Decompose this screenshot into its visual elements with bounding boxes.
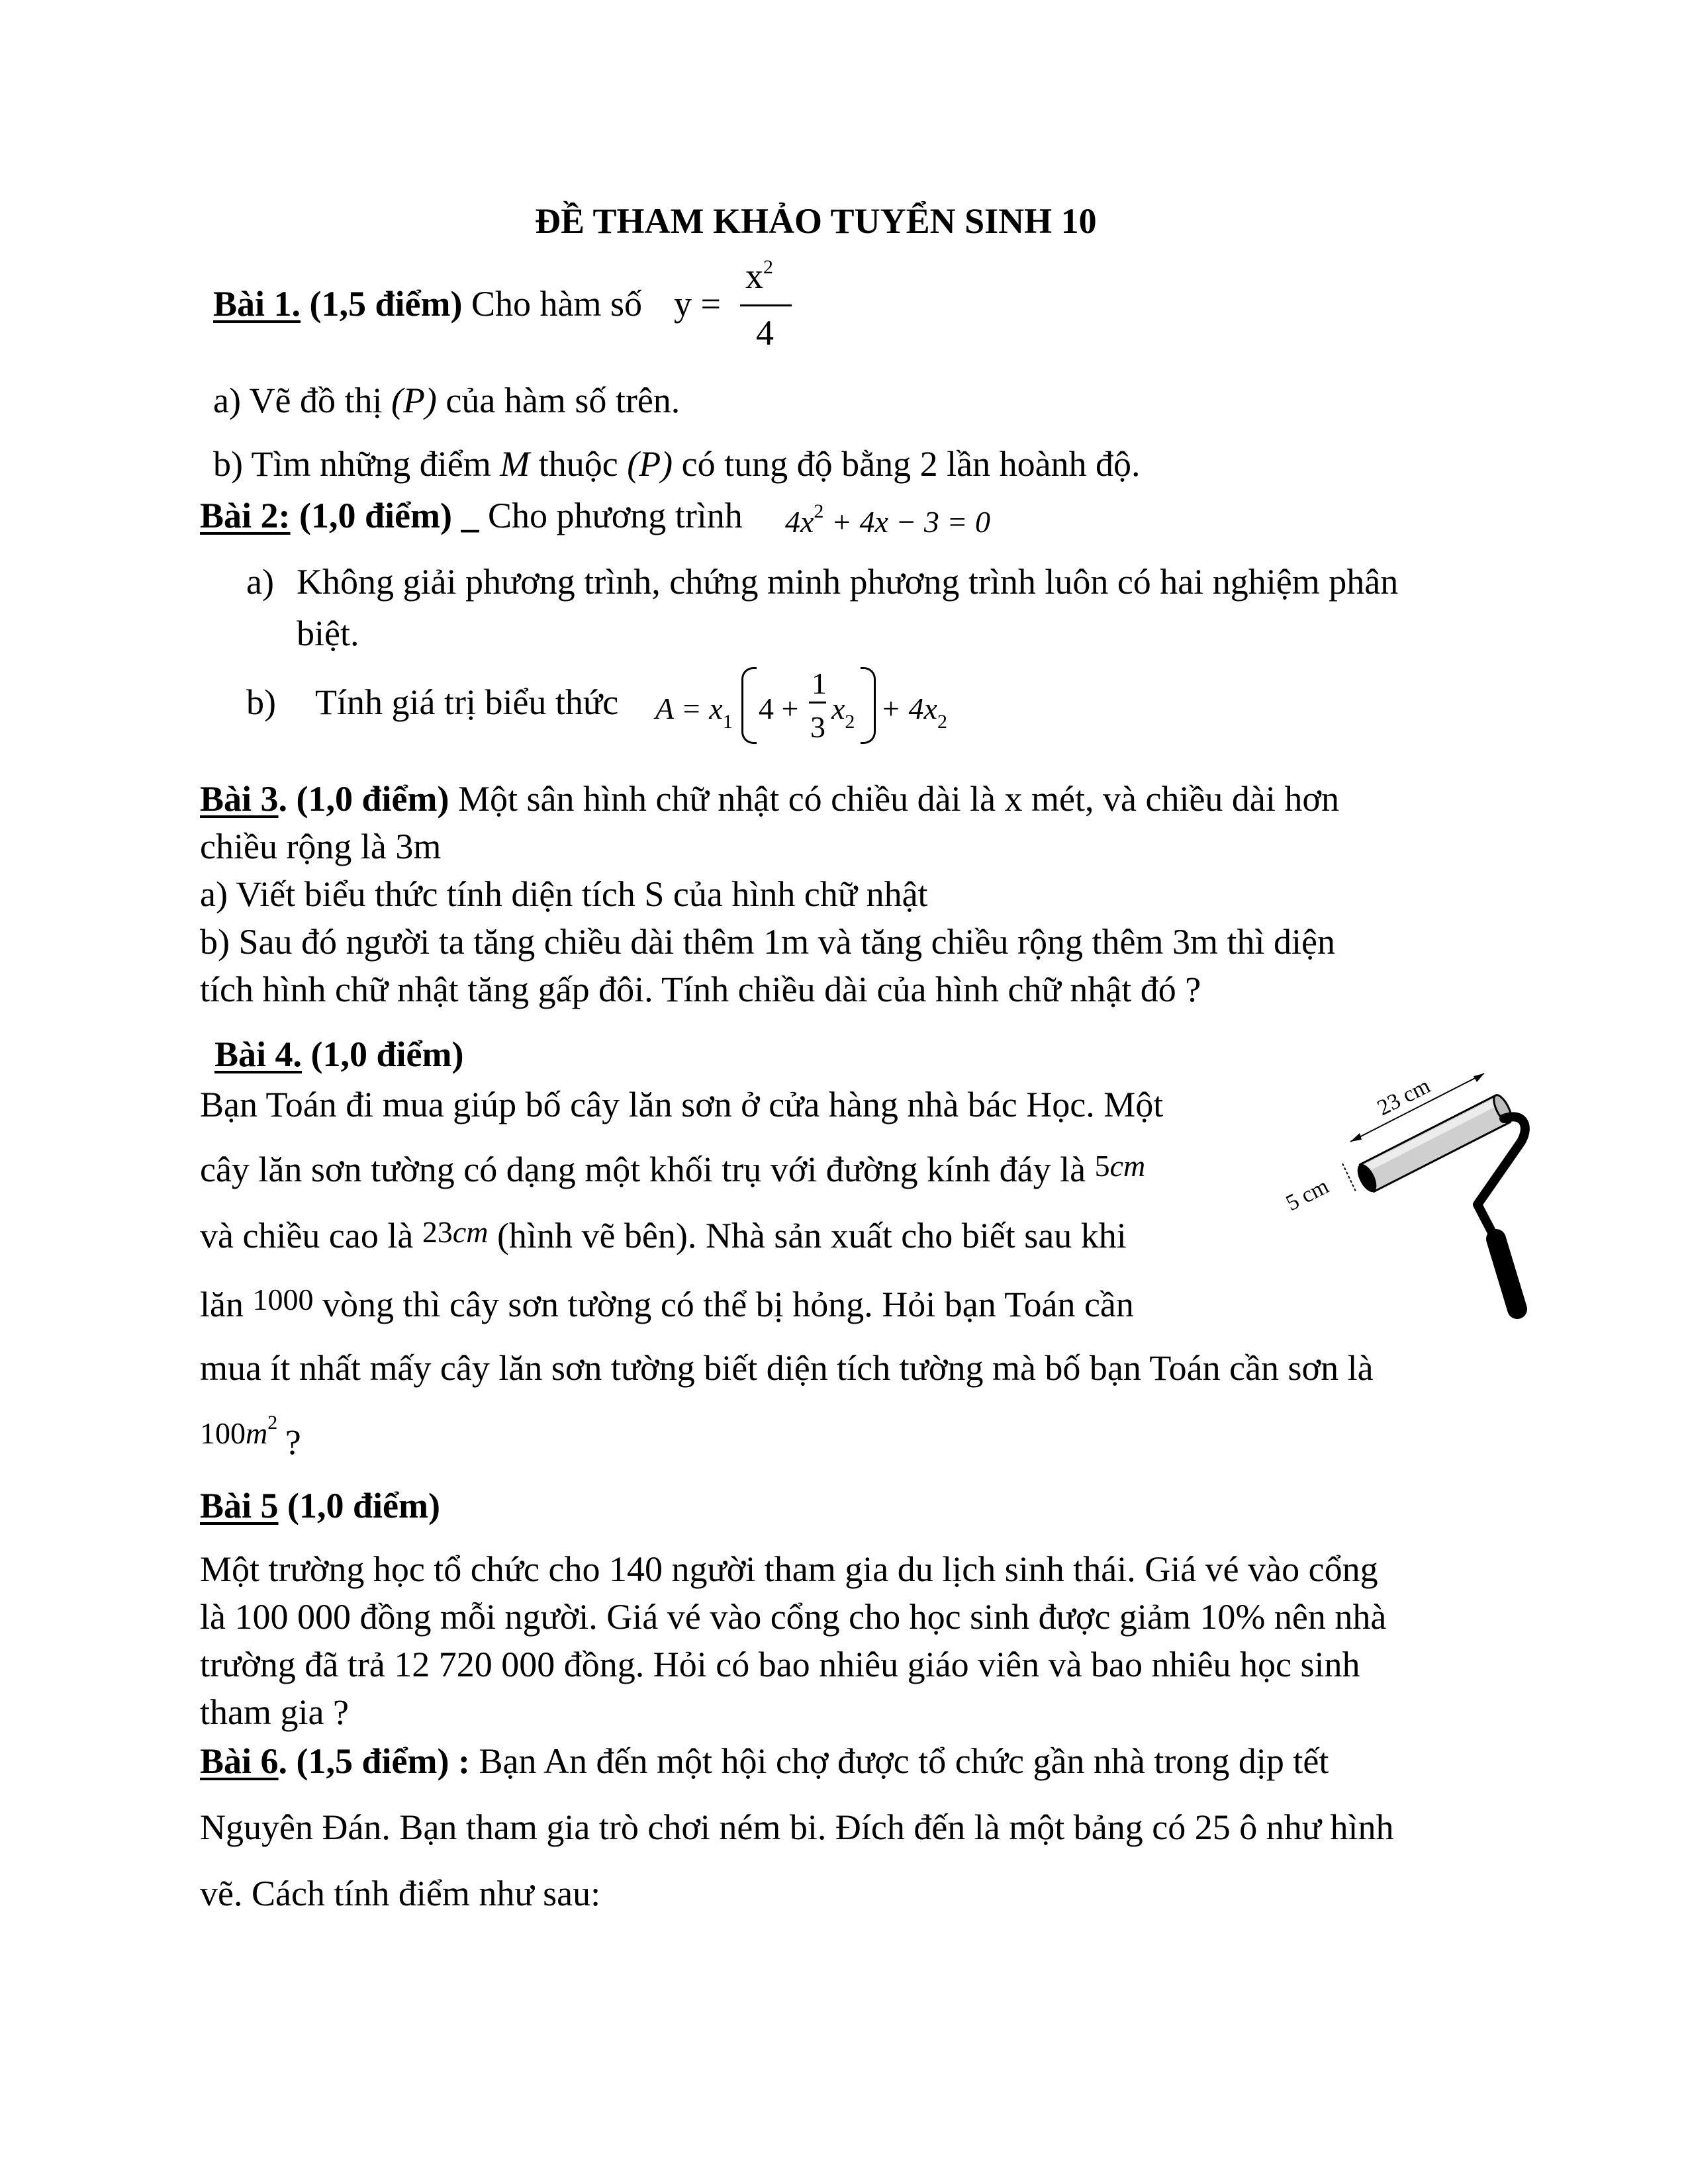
bai2-points: (1,0 điểm) (299, 496, 452, 535)
bai5-points: (1,0 điểm) (287, 1486, 440, 1525)
bai5-line4: tham gia ? (200, 1692, 349, 1732)
bai1-part-a: a) Vẽ đồ thị (P) của hàm số trên. (213, 381, 680, 420)
page-title: ĐỀ THAM KHẢO TUYỂN SINH 10 (535, 201, 1097, 241)
bai2-b-letter: b) (246, 682, 276, 722)
bai2-expr-rparen (861, 667, 876, 744)
length-arrow-start (1350, 1133, 1362, 1142)
bai5-line2: là 100 000 đồng mỗi người. Giá vé vào cổng cho học sinh được giảm 10% nên nhà (200, 1597, 1387, 1637)
bai1-heading (213, 286, 642, 322)
bai4-line5: mua ít nhất mấy cây lăn sơn tường biết diện tích tường mà bố bạn Toán cần sơn là (200, 1348, 1374, 1388)
bai2-label: Bài 2: (200, 496, 291, 535)
bai2-a-letter: a) (246, 562, 274, 602)
bai4-label: Bài 4. (214, 1034, 303, 1074)
bai4-line1: Bạn Toán đi mua giúp bố cây lăn sơn ở cửa hàng nhà bác Học. Một (200, 1085, 1164, 1124)
bai2-expr-frac-bar (809, 702, 826, 704)
bai1-points: (1,5 điểm) (309, 284, 463, 324)
bai1-frac-den: 4 (756, 313, 774, 353)
bai5-heading (200, 1488, 440, 1524)
bai3-line5: tích hình chữ nhật tăng gấp đôi. Tính chiều dài của hình chữ nhật đó ? (200, 970, 1201, 1009)
bai6-points: (1,5 điểm) : (296, 1741, 470, 1781)
bai2-expr-frac-den: 3 (810, 710, 825, 744)
bai3-line3: a) Viết biểu thức tính diện tích S của hình chữ nhật (200, 874, 928, 914)
bai1-intro: Cho hàm số (471, 284, 642, 324)
bai2-expr-tail: + $4x_2$ (880, 692, 947, 733)
bai4-points: (1,0 điểm) (310, 1034, 464, 1074)
bai2-heading: Bài 2: (1,0 điểm) _ Cho phương trình (200, 496, 743, 535)
bai1-part-b: b) Tìm những điểm M thuộc (P) có tung độ bằng 2 lần hoành độ. (213, 444, 1141, 484)
bai3-line4: b) Sau đó người ta tăng chiều dài thêm 1m và tăng chiều rộng thêm 3m thì diện (200, 922, 1335, 962)
bai3-line2: chiều rộng là 3m (200, 827, 442, 866)
bai4-line4: lăn 1000 vòng thì cây sơn tường có thể bị hỏng. Hỏi bạn Toán cần (200, 1283, 1134, 1324)
bai6-line1: Bài 6. (1,5 điểm) : Bạn An đến một hội chợ được tổ chức gần nhà trong dịp tết (200, 1741, 1329, 1781)
bai3-points: (1,0 điểm) (296, 779, 449, 819)
bai2-expr-frac-num: 1 (812, 666, 827, 700)
bai1-label: Bài 1. (213, 284, 301, 324)
length-arrow-end (1474, 1073, 1484, 1082)
bai2-expr-inner: 4 + (759, 692, 799, 725)
bai2-a-line1: Không giải phương trình, chứng minh phương trình luôn có hai nghiệm phân (297, 562, 1399, 602)
bai2-intro: Cho phương trình (487, 496, 743, 535)
bai5-label: Bài 5 (200, 1486, 279, 1525)
bai2-b-text: Tính giá trị biểu thức (315, 682, 619, 722)
bai6-label: Bài 6 (200, 1741, 279, 1781)
bai3-line1: Bài 3. (1,0 điểm) Một sân hình chữ nhật có chiều dài là x mét, và chiều dài hơn (200, 779, 1339, 819)
bai2-expr-lparen (741, 667, 757, 744)
bai4-line2: cây lăn sơn tường có dạng một khối trụ với đường kính đáy là 5cm (200, 1149, 1146, 1189)
bai6-line2: Nguyên Đán. Bạn tham gia trò chơi ném bi. Đích đến là một bảng có 25 ô như hình (200, 1807, 1394, 1847)
diameter-dimension-line (1342, 1163, 1356, 1191)
roller-grip (1496, 1239, 1517, 1309)
diameter-label: 5 cm (1282, 1173, 1333, 1216)
bai3-label: Bài 3 (200, 779, 279, 819)
bai4-line3: và chiều cao là 23cm (hình vẽ bên). Nhà sản xuất cho biết sau khi (200, 1215, 1127, 1255)
bai2-expr-A: $A = x_1$ (655, 692, 733, 733)
paint-roller-figure (1271, 1052, 1562, 1330)
bai1-func-lhs: y = (674, 284, 721, 324)
length-label: 23 cm (1373, 1073, 1434, 1121)
bai6-line3: vẽ. Cách tính điểm như sau: (200, 1874, 601, 1913)
bai2-equation: $4x^2 + 4x - 3 = 0$ (785, 500, 990, 539)
bai1-frac-num: $x^2$ (745, 256, 773, 296)
bai4-heading (214, 1036, 463, 1072)
bai4-line6: $100m^2$ ? (200, 1412, 301, 1462)
bai1-frac-bar (740, 304, 792, 306)
bai2-expr-x2: $x_2$ (831, 692, 855, 733)
bai5-line1: Một trường học tổ chức cho 140 người tham gia du lịch sinh thái. Giá vé vào cổng (200, 1549, 1378, 1589)
bai2-a-line2: biệt. (297, 614, 359, 653)
bai5-line3: trường đã trả 12 720 000 đồng. Hỏi có bao nhiêu giáo viên và bao nhiêu học sinh (200, 1645, 1360, 1684)
